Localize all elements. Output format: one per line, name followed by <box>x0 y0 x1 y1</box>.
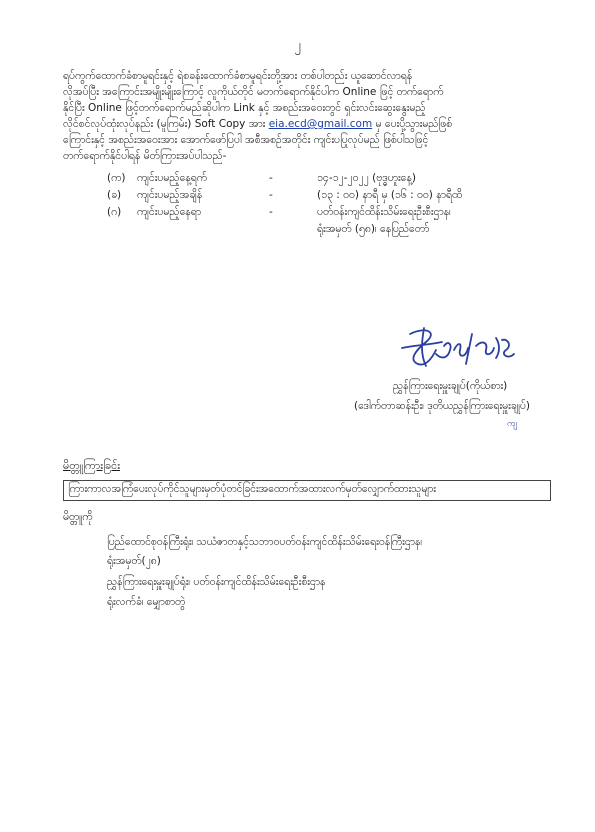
item-dash: - <box>269 206 273 218</box>
cc-recipient-box <box>63 480 551 501</box>
paragraph-line-text: လိုင်စင်လုပ်ထုံးလုပ်နည်း (မူကြမ်း) Soft Copy အား <box>63 118 269 130</box>
paragraph-line: ရပ်ကွက်ထောက်ခံစာမူရင်းနှင့် ရဲစခန်းထောက်ခံစာမူရင်းတို့အား တစ်ပါတည်း ယူဆောင်လာရန် <box>63 70 413 82</box>
item-value: (၁၃ : ၀၀) နာရီ မှ (၁၆ : ၀၀) နာရီထိ <box>317 189 463 201</box>
signature-image <box>396 320 526 380</box>
cc-item: ညွှန်ကြားရေးမှူးချုပ်ရုံး၊ ပတ်ဝန်းကျင်ထိန်းသိမ်းရေးဦးစီးဌာန <box>107 576 326 588</box>
cc-heading: မိတ္တူကြားခြင်း <box>63 459 121 472</box>
item-value: ၁၄-၁၂-၂၀၂၂ (ဗုဒ္ဓဟူးနေ့) <box>317 172 416 184</box>
paragraph-line: ကြောင်းနှင့် အစည်းအဝေးအား အောက်ဖော်ပြပါ အစီအစဉ်အတိုင်း ကျင်းပပြုလုပ်မည် ဖြစ်ပါသဖြင့် <box>63 134 429 146</box>
meeting-venue-row <box>107 206 451 221</box>
item-value: ပတ်ဝန်းကျင်ထိန်းသိမ်းရေးဦးစီးဌာန၊ <box>317 206 451 218</box>
item-dash: - <box>269 172 273 184</box>
cc-item: ရုံးအမှတ်(၂၈) <box>107 555 161 567</box>
paragraph-line: နိုင်ပြီး Online ဖြင့်တက်ရောက်မည်ဆိုပါက Link နှင့် အစည်းအဝေးတွင် ရှင်းလင်းဆွေးနွေးမည့် <box>63 102 426 114</box>
item-label: ကျင်းပမည့်နေရာ <box>137 206 202 218</box>
body-paragraph <box>63 68 551 164</box>
meeting-date-row <box>107 172 416 187</box>
item-number: (ခ) <box>107 189 122 201</box>
meeting-time-row <box>107 189 462 204</box>
cc-to-label: မိတ္တူကို <box>63 511 93 523</box>
page-number: ၂ <box>294 38 301 53</box>
cc-item: ရုံးလက်ခံ၊ မျှောစာတွဲ <box>107 596 186 608</box>
signatory-title: ညွှန်ကြားရေးမှူးချုပ်(ကိုယ်စား) <box>393 380 508 392</box>
paragraph-line-tail: မှ ပေးပို့သွားမည်ဖြစ် <box>372 118 453 130</box>
email-link[interactable]: eia.ecd@gmail.com <box>268 118 373 130</box>
signatory-name: (ဒေါက်တာဆန်းဦး၊ ဒုတိယညွှန်ကြားရေးမှူးချုပ်) <box>354 400 530 412</box>
paragraph-line: တက်ရောက်နိုင်ပါရန် မိတ်ကြားအပ်ပါသည်- <box>63 150 227 162</box>
item-number: (ဂ) <box>107 206 122 218</box>
cc-recipient-text: ကြားကာလအကြံပေးလုပ်ကိုင်သူများမှတ်ပုံတင်ခြင်းအထောက်အထားလက်မှတ်လျှောက်ထားသူများ <box>68 483 436 495</box>
item-label: ကျင်းပမည့်နေ့ရက် <box>137 172 208 184</box>
paragraph-line: လိုအပ်ပြီး အကြောင်းအမျိုးမျိုးကြောင့် လူကိုယ်တိုင် မတက်ရောက်နိုင်ပါက Online ဖြင့် တက်ရောက် <box>63 86 444 98</box>
item-number: (က) <box>107 172 126 184</box>
item-label: ကျင်းပမည့်အချိန် <box>137 189 203 201</box>
venue-line-2: ရုံးအမှတ် (၅၈)၊ နေပြည်တော် <box>317 223 430 235</box>
item-dash: - <box>269 189 273 201</box>
cc-item: ပြည်ထောင်စုဝန်ကြီးရုံး၊ သယံဇာတနှင့်သဘာဝပတ်ဝန်းကျင်ထိန်းသိမ်းရေးဝန်ကြီးဌာန၊ <box>107 536 423 548</box>
paragraph-line-with-email <box>63 116 551 132</box>
initial-mark: ကျ <box>507 419 518 429</box>
